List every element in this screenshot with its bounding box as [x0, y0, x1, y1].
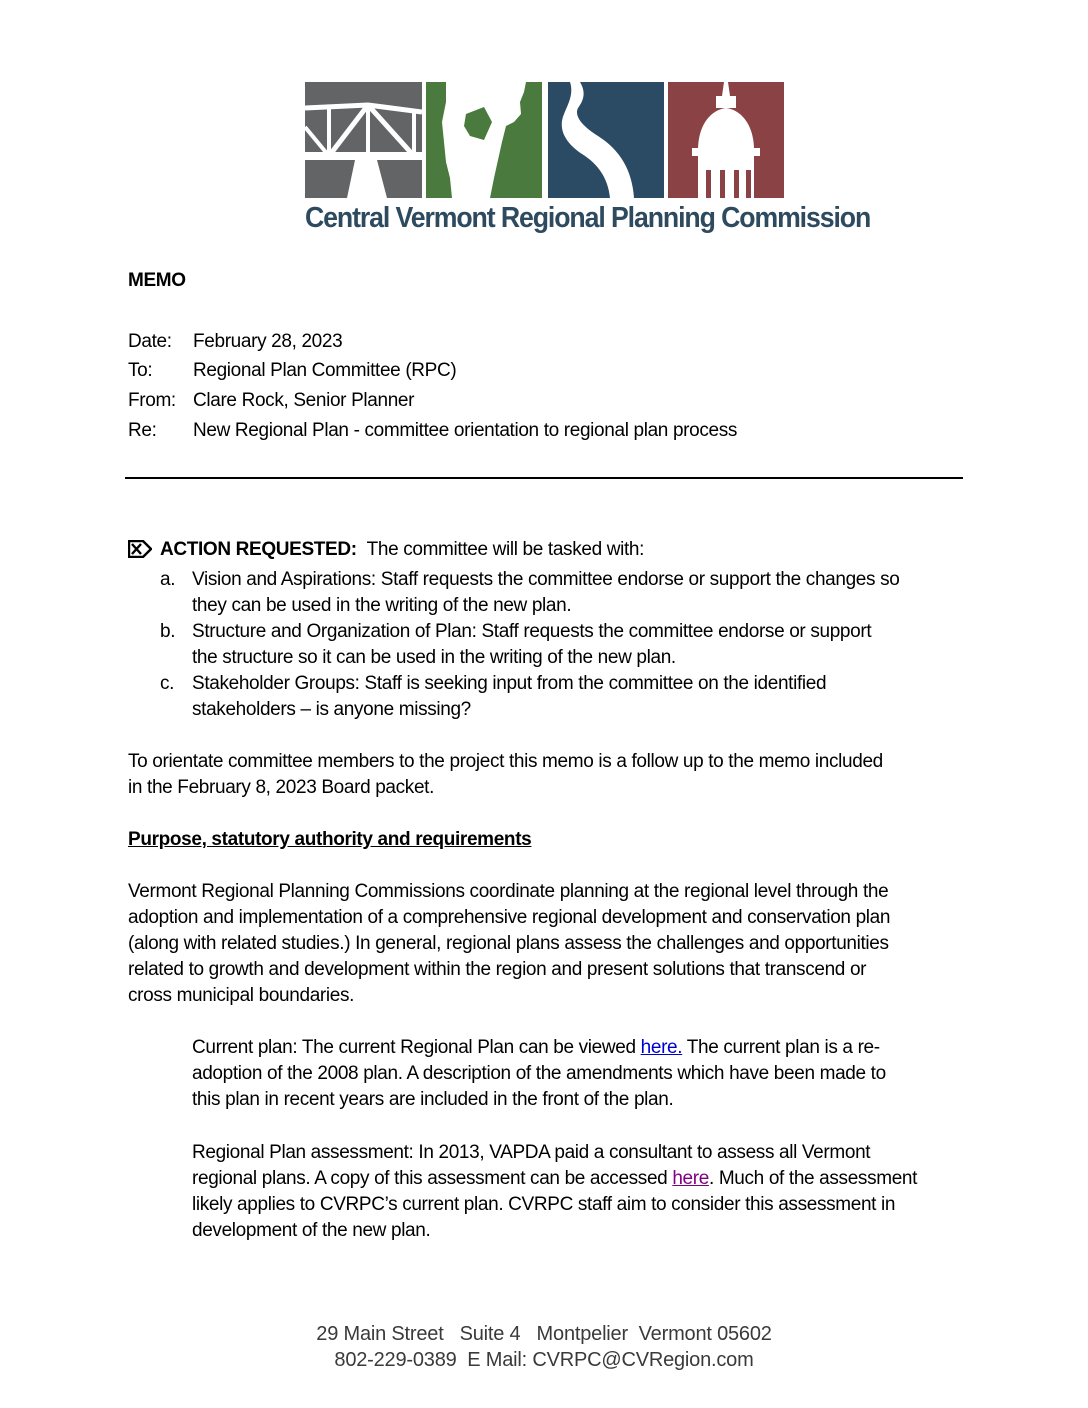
list-marker: c. — [160, 673, 175, 694]
logo-capitol-panel — [668, 82, 784, 198]
assessment-text: . Much of the assessment — [708, 1168, 918, 1189]
current-plan-text: Current plan: The current Regional Plan can be viewed — [192, 1037, 641, 1058]
list-text: Vision and Aspirations: Staff requests the committee endorse or support the changes so — [192, 569, 900, 590]
current-plan-line: this plan in recent years are included in the front of the plan. — [192, 1089, 674, 1110]
paragraph-line: Vermont Regional Planning Commissions coordinate planning at the regional level through the — [128, 881, 889, 902]
vermont-map-icon — [426, 82, 542, 198]
current-plan-line — [192, 1035, 880, 1061]
header-label: Date: — [128, 331, 172, 352]
paragraph-line: related to growth and development within the region and present solutions that transcend or — [128, 959, 867, 980]
logo-river-panel — [548, 82, 664, 198]
assessment-line: Regional Plan assessment: In 2013, VAPDA paid a consultant to assess all Vermont — [192, 1142, 871, 1163]
action-label: ACTION REQUESTED: — [160, 539, 357, 560]
paragraph-line: adoption and implementation of a comprehensive regional development and conservation plan — [128, 907, 891, 928]
logo-bridge-panel — [305, 82, 422, 198]
footer-contact: 802-229-0389 E Mail: CVRPC@CVRegion.com — [334, 1349, 754, 1371]
paragraph-line: cross municipal boundaries. — [128, 985, 355, 1006]
list-marker: b. — [160, 621, 176, 642]
list-marker: a. — [160, 569, 176, 590]
header-label: To: — [128, 360, 153, 381]
bridge-icon — [305, 82, 422, 198]
header-value: Clare Rock, Senior Planner — [193, 390, 415, 411]
footer-address: 29 Main Street Suite 4 Montpelier Vermont 05602 — [316, 1323, 772, 1345]
list-text: stakeholders – is anyone missing? — [192, 699, 471, 720]
intro-line: in the February 8, 2023 Board packet. — [128, 777, 435, 798]
current-plan-line: adoption of the 2008 plan. A description of the amendments which have been made to — [192, 1063, 886, 1084]
assessment-line: likely applies to CVRPC’s current plan. CVRPC staff aim to consider this assessment in — [192, 1194, 896, 1215]
header-label: From: — [128, 390, 176, 411]
river-icon — [548, 82, 664, 198]
paragraph-line: (along with related studies.) In general, regional plans assess the challenges and opportunities — [128, 933, 889, 954]
action-text: The committee will be tasked with: — [366, 539, 645, 560]
header-label: Re: — [128, 420, 157, 441]
assessment-text: regional plans. A copy of this assessment can be accessed — [192, 1168, 673, 1189]
current-plan-text: The current plan is a re- — [682, 1037, 880, 1058]
assessment-line — [192, 1166, 917, 1192]
header-divider — [125, 477, 963, 479]
header-value: Regional Plan Committee (RPC) — [193, 360, 457, 381]
list-text: the structure so it can be used in the writing of the new plan. — [192, 647, 676, 668]
current-plan-link[interactable]: here. — [640, 1037, 683, 1058]
checkbox-x-icon — [128, 540, 152, 566]
organization-name: Central Vermont Regional Planning Commission — [305, 202, 871, 234]
logo-vermont-panel — [426, 82, 542, 198]
header-value: New Regional Plan - committee orientation to regional plan process — [193, 420, 738, 441]
assessment-line: development of the new plan. — [192, 1220, 431, 1241]
section-heading: Purpose, statutory authority and requirements — [128, 829, 532, 850]
list-text: Structure and Organization of Plan: Staff requests the committee endorse or support — [192, 621, 872, 642]
memo-title: MEMO — [128, 270, 186, 291]
list-text: they can be used in the writing of the new plan. — [192, 595, 572, 616]
assessment-link[interactable]: here — [672, 1168, 709, 1189]
intro-line: To orientate committee members to the project this memo is a follow up to the memo included — [128, 751, 883, 772]
list-text: Stakeholder Groups: Staff is seeking input from the committee on the identified — [192, 673, 827, 694]
header-value: February 28, 2023 — [193, 331, 343, 352]
action-requested — [128, 537, 644, 566]
capitol-dome-icon — [668, 82, 784, 198]
